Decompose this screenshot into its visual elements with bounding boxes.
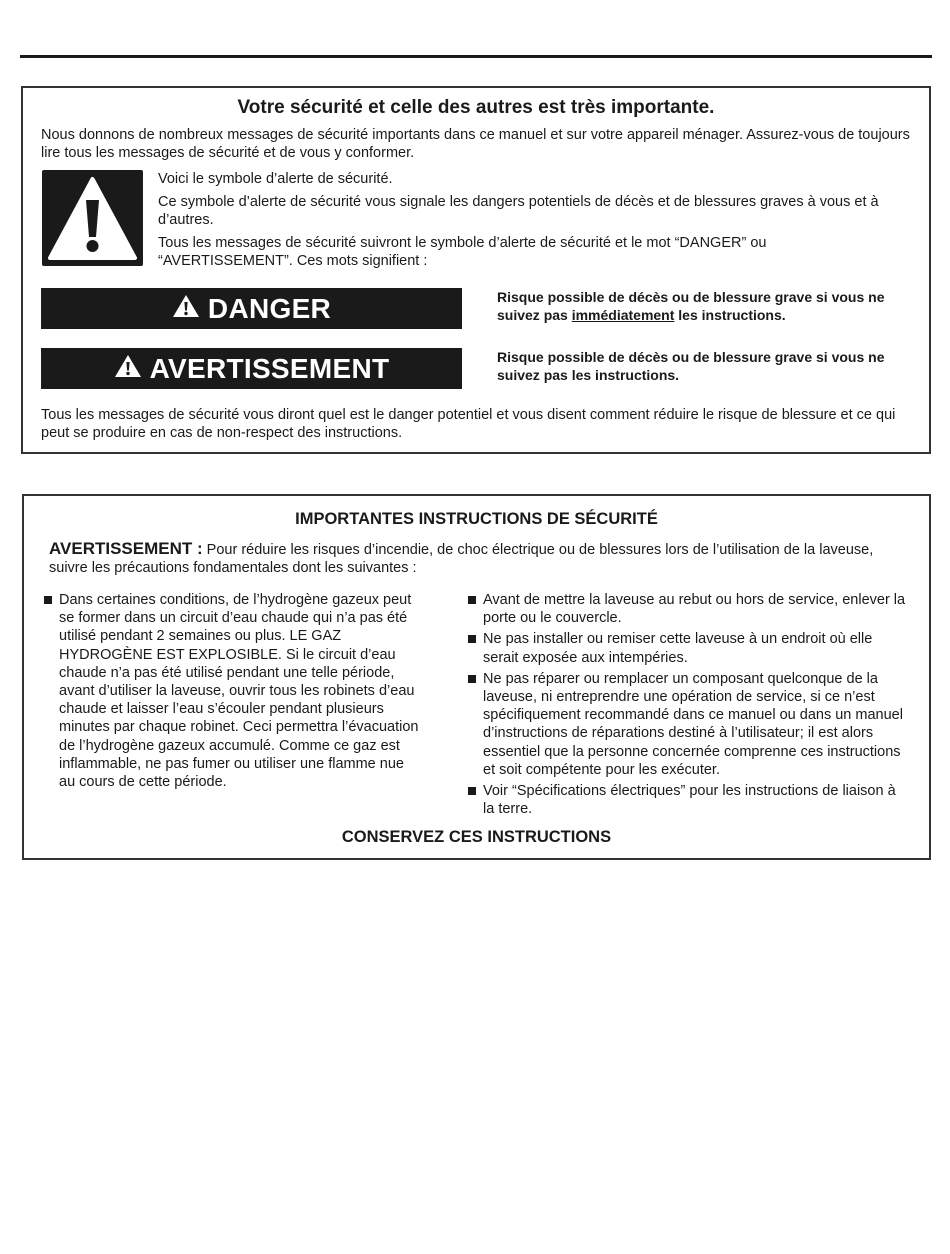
list-item: [468, 782, 908, 818]
instructions-left-column: [44, 591, 419, 794]
list-item: [44, 591, 419, 791]
warning-label: AVERTISSEMENT: [149, 352, 390, 384]
safety-message-box: [21, 86, 931, 454]
danger-description: Risque possible de décès ou de blessure grave si vous ne suivez pas immédiatement les instructions.: [497, 289, 885, 323]
warning-text: Pour réduire les risques d’incendie, de choc électrique ou de blessures lors de l’utilisation de la laveuse, suivre les précautions fondamentales dont les suivantes :: [49, 542, 874, 576]
warning-label-inline: AVERTISSEMENT :: [49, 539, 203, 558]
symbol-description-text: Ce symbole d’alerte de sécurité vous signale les dangers potentiels de décès et de blessures graves à vous et à d’autres.: [158, 194, 879, 228]
instructions-right-column: [468, 591, 908, 821]
list-item-text: Ne pas réparer ou remplacer un composant quelconque de la laveuse, ni entreprendre une opération de service, si ce n’est spécifiquement recommandé dans ce manuel ou dans un manuel d’instructions de réparations destiné à l’utilisateur; il est alors essentiel que la personne concernée comprenne ces instructions et soit compétente pour les exécuter.: [483, 670, 903, 778]
danger-emphasis: immédiatement: [571, 307, 675, 323]
symbol-intro-text: Voici le symbole d’alerte de sécurité.: [158, 171, 393, 187]
list-item-text: Ne pas installer ou remiser cette laveuse à un endroit où elle serait exposée aux intempéries.: [483, 631, 873, 666]
list-item: [468, 670, 908, 779]
list-item-text: Avant de mettre la laveuse au rebut ou hors de service, enlever la porte ou le couvercle.: [483, 592, 906, 627]
list-item: [468, 591, 908, 627]
list-item-text: Voir “Spécifications électriques” pour les instructions de liaison à la terre.: [483, 783, 896, 818]
warning-banner: [41, 348, 462, 389]
warning-description: Risque possible de décès ou de blessure grave si vous ne suivez pas les instructions.: [497, 349, 885, 383]
top-rule: [20, 55, 932, 58]
warning-triangle-icon: [114, 354, 142, 383]
square-bullet-icon: [468, 635, 476, 643]
square-bullet-icon: [468, 787, 476, 795]
danger-banner: [41, 288, 462, 329]
danger-warning-triangle-icon: [172, 294, 200, 323]
important-instructions-box: [22, 494, 931, 860]
square-bullet-icon: [468, 596, 476, 604]
instructions-warning: [49, 540, 879, 577]
safety-alert-symbol-icon: [42, 170, 143, 266]
save-instructions-footer: CONSERVEZ CES INSTRUCTIONS: [341, 828, 612, 846]
square-bullet-icon: [468, 675, 476, 683]
safety-closing-text: Tous les messages de sécurité vous diront quel est le danger potentiel et vous disent comment réduire le risque de blessure et ce qui peut se produire en cas de non-respect des instructions.: [41, 407, 896, 441]
danger-label: DANGER: [207, 292, 332, 324]
instructions-title: IMPORTANTES INSTRUCTIONS DE SÉCURITÉ: [295, 510, 658, 528]
square-bullet-icon: [44, 596, 52, 604]
list-item: [468, 630, 908, 666]
safety-intro-text: Nous donnons de nombreux messages de sécurité importants dans ce manuel et sur votre appareil ménager. Assurez-vous de toujours lire tous les messages de sécurité et de vous y conformer.: [41, 127, 910, 161]
list-item-text: Dans certaines conditions, de l’hydrogène gazeux peut se former dans un circuit d’eau chaude qui n’a pas été utilisé pendant 2 semaines ou plus. LE GAZ HYDROGÈNE EST EXPLOSIBLE. Si le circuit d’eau chaude n’a pas été utilisé pendant une telle période, avant d’utiliser la laveuse, ouvrir tous les robinets d’eau chaude et laisser l’eau s’écouler pendant plusieurs minutes par chaque robinet. Ceci permettra l’évacuation de l’hydrogène gazeux accumulé. Comme ce gaz est inflammable, ne pas fumer ou utiliser une flamme nue au cours de cette période.: [59, 592, 419, 791]
safety-box-title: Votre sécurité et celle des autres est très importante.: [237, 97, 715, 118]
signal-words-text: Tous les messages de sécurité suivront le symbole d’alerte de sécurité et le mot “DANGER” ou “AVERTISSEMENT”. Ces mots signifient :: [158, 235, 767, 269]
